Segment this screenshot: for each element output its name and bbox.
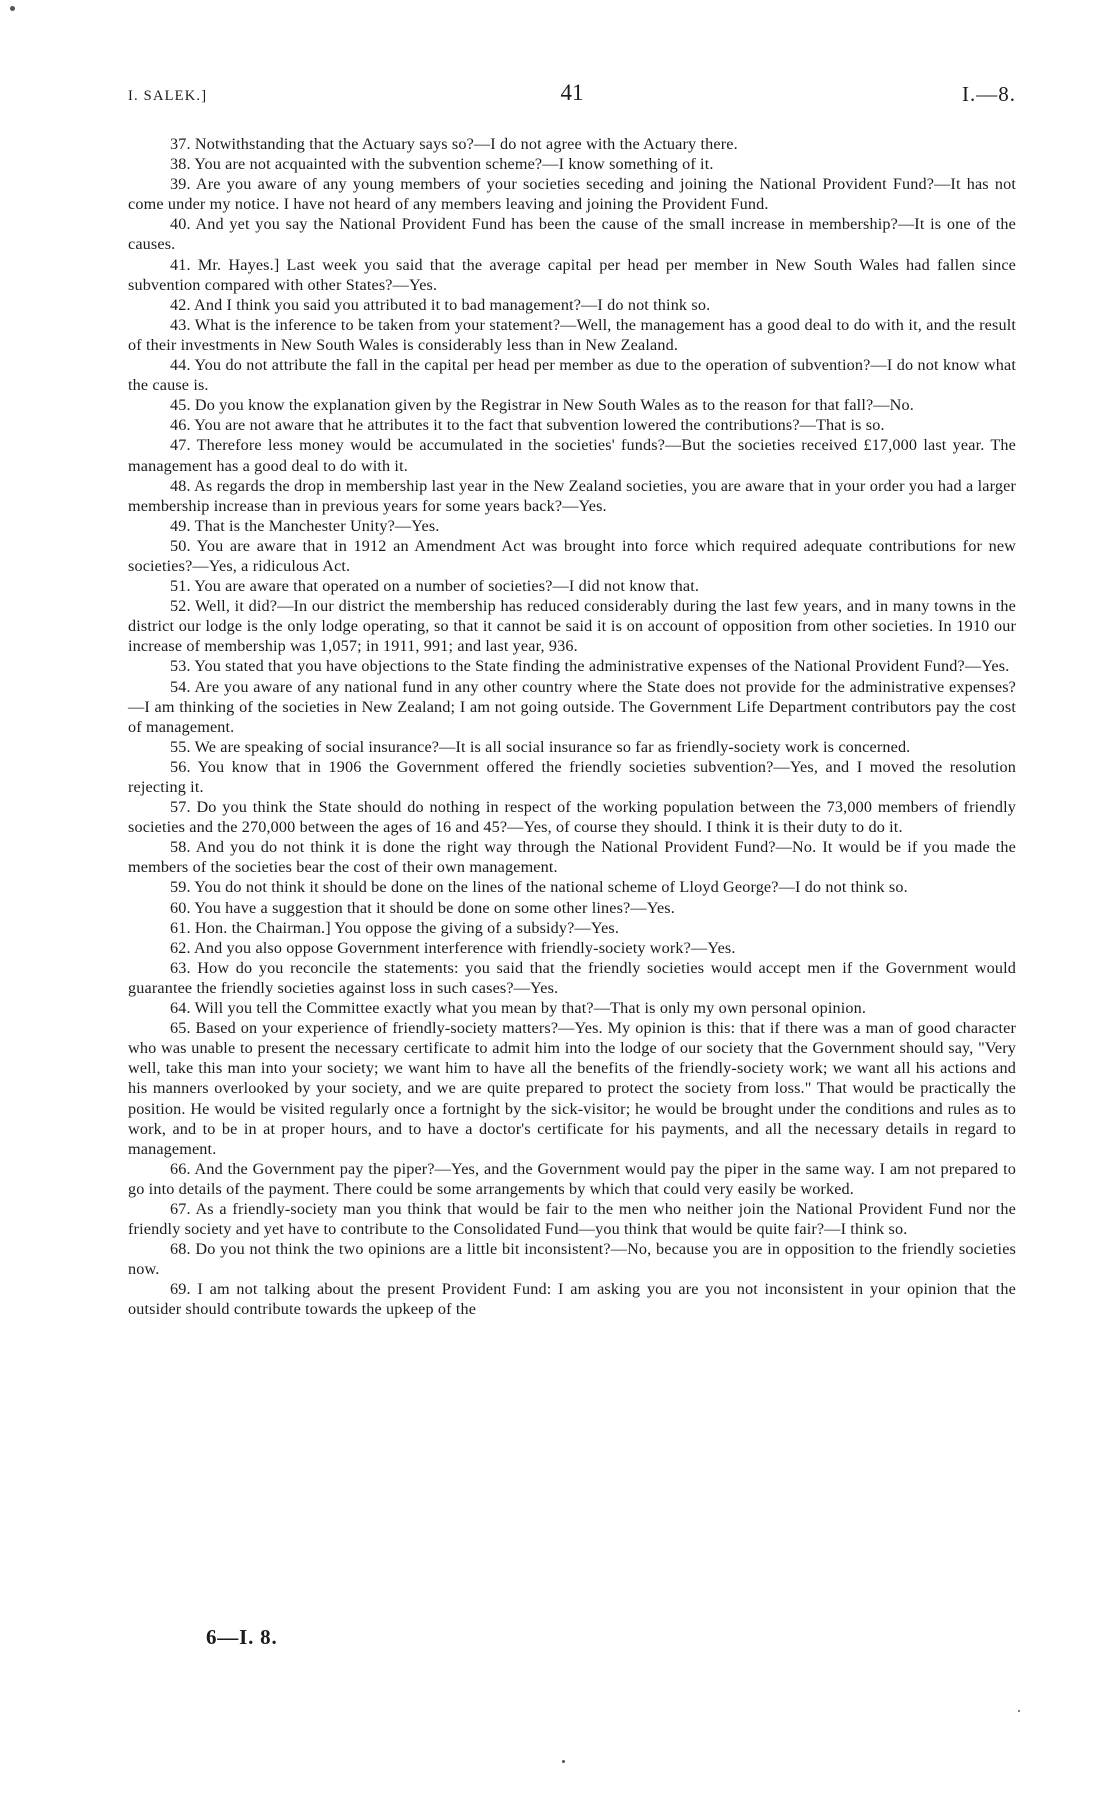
question-paragraph: 46. You are not aware that he attributes it to the fact that subvention lowered the contributions?—That is so. <box>170 416 885 435</box>
question-paragraph: 41. Mr. Hayes.] Last week you said that the average capital per head per member in New South Wales had fallen since subvention compared with other States?—Yes. <box>128 255 1016 294</box>
question-paragraph: 60. You have a suggestion that it should be done on some other lines?—Yes. <box>170 898 675 917</box>
question-paragraph: 64. Will you tell the Committee exactly what you mean by that?—That is only my own personal opinion. <box>170 999 867 1018</box>
question-paragraph: 40. And yet you say the National Provident Fund has been the cause of the small increase in membership?—It is one of the causes. <box>128 215 1016 254</box>
question-paragraph: 39. Are you aware of any young members of your societies seceding and joining the National Provident Fund?—It has not come under my notice. I have not heard of any members leaving and joining the Provident Fund. <box>128 175 1016 214</box>
header-paper-reference: I.—8. <box>962 82 1016 106</box>
evidence-body <box>128 134 1016 1320</box>
question-paragraph: 58. And you do not think it is done the right way through the National Provident Fund?—No. It would be if you made the members of the societies bear the cost of their own management. <box>128 838 1016 877</box>
question-paragraph: 47. Therefore less money would be accumulated in the societies' funds?—But the societies received £17,000 last year. The management has a good deal to do with it. <box>128 436 1016 475</box>
question-paragraph: 52. Well, it did?—In our district the membership has reduced considerably during the last few years, and in many towns in the district our lodge is the only lodge operating, so that it cannot be said it is on account of opposition from other societies. In 1910 our increase of membership was 1,057; in 1911, 991; and last year, 936. <box>128 597 1016 656</box>
question-paragraph: 62. And you also oppose Government interference with friendly-society work?—Yes. <box>170 938 736 957</box>
scan-speck <box>10 6 15 11</box>
header-witness-name: I. SALEK.] <box>128 88 208 104</box>
question-paragraph: 56. You know that in 1906 the Government offered the friendly societies subvention?—Yes, and I moved the resolution rejecting it. <box>128 757 1016 796</box>
question-paragraph: 53. You stated that you have objections to the State finding the administrative expenses of the National Provident Fund?—Yes. <box>170 657 1010 676</box>
question-paragraph: 61. Hon. the Chairman.] You oppose the giving of a subsidy?—Yes. <box>170 918 620 937</box>
question-paragraph: 51. You are aware that operated on a number of societies?—I did not know that. <box>170 577 700 596</box>
question-paragraph: 38. You are not acquainted with the subvention scheme?—I know something of it. <box>170 155 714 174</box>
scan-speck <box>562 1760 565 1763</box>
question-paragraph: 54. Are you aware of any national fund in any other country where the State does not provide for the administrative expenses?—I am thinking of the societies in New Zealand; I am not going outside. The Government Life Department contributors pay the cost of management. <box>128 677 1016 736</box>
page-header <box>128 80 1016 110</box>
question-paragraph: 44. You do not attribute the fall in the capital per head per member as due to the operation of subvention?—I do not know what the cause is. <box>128 356 1016 395</box>
question-paragraph: 65. Based on your experience of friendly-society matters?—Yes. My opinion is this: that if there was a man of good character who was unable to present the necessary certificate to admit him into the lodge of our society that the Government should say, "Very well, take this man into your society; we want him to have all the benefits of the friendly-society work; we want all his actions and his manners overlooked by your society, and we are quite prepared to protect the society from loss." That would be practically the position. He would be visited regularly once a fortnight by the sick-visitor; he would be brought under the conditions and rules as to work, and to be in at proper hours, and to have a doctor's certificate for his payments, and all the necessary details in regard to management. <box>128 1019 1016 1158</box>
scan-speck <box>1018 1710 1020 1712</box>
question-paragraph: 69. I am not talking about the present Provident Fund: I am asking you are you not inconsistent in your opinion that the outsider should contribute towards the upkeep of the <box>128 1280 1016 1319</box>
question-paragraph: 45. Do you know the explanation given by the Registrar in New South Wales as to the reason for that fall?—No. <box>170 396 914 415</box>
question-paragraph: 43. What is the inference to be taken from your statement?—Well, the management has a good deal to do with it, and the result of their investments in New South Wales is considerably less than in New Zealand. <box>128 315 1016 354</box>
question-paragraph: 67. As a friendly-society man you think that would be fair to the men who neither join the National Provident Fund nor the friendly society and yet have to contribute to the Consolidated Fund—you think that would be quite fair?—I think so. <box>128 1199 1016 1239</box>
question-paragraph: 50. You are aware that in 1912 an Amendment Act was brought into force which required adequate contributions for new societies?—Yes, a ridiculous Act. <box>128 536 1016 575</box>
question-paragraph: 66. And the Government pay the piper?—Yes, and the Government would pay the piper in the same way. I am not prepared to go into details of the payment. There could be some arrangements by which that could very easily be worked. <box>128 1159 1016 1198</box>
question-paragraph: 59. You do not think it should be done on the lines of the national scheme of Lloyd George?—I do not think so. <box>170 878 908 897</box>
question-paragraph: 57. Do you think the State should do nothing in respect of the working population between the 73,000 members of friendly societies and the 270,000 between the ages of 16 and 45?—Yes, of course they should. I think it is their duty to do it. <box>128 798 1016 837</box>
question-paragraph: 48. As regards the drop in membership last year in the New Zealand societies, you are aware that in your order you had a larger membership increase than in previous years for some years back?—Yes. <box>128 476 1016 515</box>
printer-signature: 6—I. 8. <box>206 1625 278 1649</box>
question-paragraph: 37. Notwithstanding that the Actuary says so?—I do not agree with the Actuary there. <box>170 135 738 153</box>
question-paragraph: 68. Do you not think the two opinions are a little bit inconsistent?—No, because you are in opposition to the friendly societies now. <box>128 1240 1016 1279</box>
question-paragraph: 63. How do you reconcile the statements: you said that the friendly societies would accept men if the Government would guarantee the friendly societies against loss in such cases?—Yes. <box>128 958 1016 997</box>
question-paragraph: 49. That is the Manchester Unity?—Yes. <box>170 516 440 535</box>
question-paragraph: 55. We are speaking of social insurance?—It is all social insurance so far as friendly-society work is concerned. <box>170 737 911 756</box>
page-number: 41 <box>560 80 584 105</box>
question-paragraph: 42. And I think you said you attributed it to bad management?—I do not think so. <box>170 295 711 314</box>
